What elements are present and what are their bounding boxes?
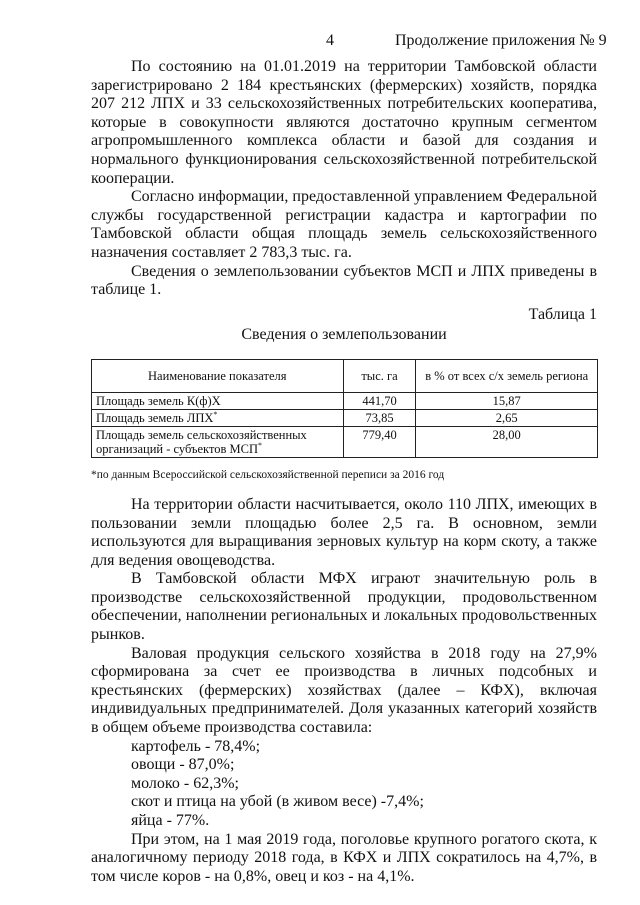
table-row <box>92 426 598 457</box>
table-cell-pct: 28,00 <box>416 426 598 457</box>
list-item: скот и птица на убой (в живом весе) -7,4%; <box>131 793 424 811</box>
table-cell-name: Площадь земель ЛПХ* <box>92 409 344 426</box>
list-item: овощи - 87,0%; <box>131 756 235 774</box>
list-item: яйца - 77%. <box>131 812 210 829</box>
table-header-percent: в % от всех с/х земель региона <box>416 359 598 392</box>
land-use-table <box>91 359 598 458</box>
paragraph-livestock: При этом, на 1 мая 2019 года, поголовье крупного рогатого скота, к аналогичному периоду 2018 года, в КФХ и ЛПХ сократилось на 4,7%, в том числе коров - на 0,8%, овец и коз - на 4,1%. <box>91 830 597 885</box>
table-header-indicator: Наименование показателя <box>92 359 344 392</box>
table-cell-ha: 779,40 <box>343 426 416 457</box>
table-cell-name: Площадь земель сельскохозяйственных организаций - субъектов МСП* <box>92 426 344 457</box>
list-item: молоко - 62,3%; <box>131 774 239 792</box>
document-body <box>91 58 597 886</box>
table-cell-pct: 15,87 <box>416 392 598 409</box>
table-cell-pct: 2,65 <box>416 409 598 426</box>
paragraph-mfh-role: В Тамбовской области МФХ играют значительную роль в производстве сельскохозяйственной продукции, продовольственном обеспечении, наполнении региональных и локальных продовольственных рынков. <box>91 570 597 644</box>
paragraph-table-reference: Сведения о землепользовании субъектов МСП и ЛПХ приведены в таблице 1. <box>91 262 597 299</box>
appendix-note: Продолжение приложения № 9 <box>395 32 607 49</box>
paragraph-land-area: Согласно информации, предоставленной управлением Федеральной службы государственной регистрации кадастра и картографии по Тамбовской области общая площадь земель сельскохозяйственного назначения составляет 2 783,3 тыс. га. <box>91 188 597 261</box>
table-header-row <box>92 359 598 392</box>
table-title: Сведения о землепользовании <box>241 326 447 344</box>
table-label: Таблица 1 <box>528 305 597 323</box>
list-item: картофель - 78,4%; <box>131 737 261 755</box>
table-row <box>92 409 598 426</box>
paragraph-registration: По состоянию на 01.01.2019 на территории Тамбовской области зарегистрировано 2 184 крестьянских (фермерских) хозяйств, порядка 207 212 ЛПХ и 33 сельскохозяйственных потребительских кооператива, которые в совокупности являются достаточно крупным сегментом агропромышленного комплекса области и базой для создания и нормального функционирования сельскохозяйственной потребительской кооперации. <box>91 58 597 187</box>
table-cell-ha: 73,85 <box>343 409 416 426</box>
table-header-thousand-ha: тыс. га <box>343 359 416 392</box>
paragraph-gross-output: Валовая продукция сельского хозяйства в 2018 году на 27,9% сформирована за счет ее производства в личных подсобных и крестьянских (фермерских) хозяйствах (далее – КФХ), включая индивидуальных предпринимателей. Доля указанных категорий хозяйств в общем объеме производства составила: <box>91 644 597 737</box>
table-footnote: *по данным Всероссийской сельскохозяйственной переписи за 2016 год <box>91 468 445 481</box>
paragraph-lph-count: На территории области насчитывается, около 110 ЛПХ, имеющих в пользовании земли площадью более 2,5 га. В основном, земли используются для выращивания зерновых культур на корм скоту, а также для ведения овощеводства. <box>91 495 597 569</box>
table-cell-ha: 441,70 <box>343 392 416 409</box>
table-row <box>92 392 598 409</box>
table-cell-name: Площадь земель К(ф)Х <box>92 392 344 409</box>
page-number: 4 <box>326 32 334 49</box>
